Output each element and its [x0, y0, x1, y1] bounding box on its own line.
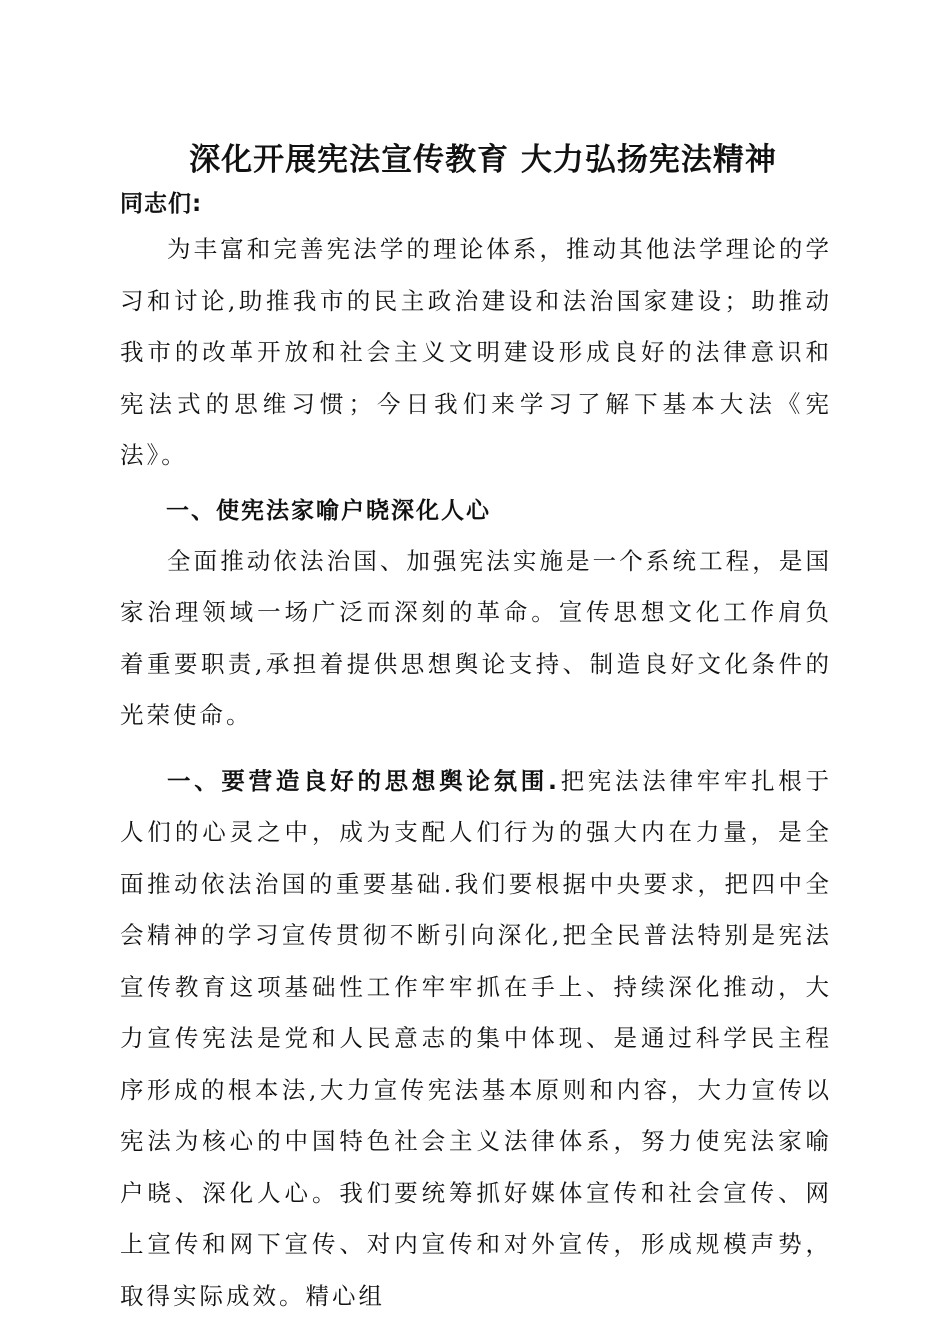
section-paragraph: 全面推动依法治国、加强宪法实施是一个系统工程，是国家治理领域一场广泛而深刻的革命。宣传思想文化工作肩负着重要职责,承担着提供思想舆论支持、制造良好文化条件的光荣使命。 — [120, 546, 832, 729]
section-heading: 一、使宪法家喻户晓深化人心 — [166, 497, 491, 524]
point-lead: 一、要营造良好的思想舆论氛围. — [167, 766, 560, 795]
document-body — [120, 136, 832, 1322]
salutation: 同志们: — [120, 191, 203, 217]
intro-paragraph: 为丰富和完善宪法学的理论体系，推动其他法学理论的学习和讨论,助推我市的民主政治建设和法治国家建设；助推动我市的改革开放和社会主义文明建设形成良好的法律意识和宪法式的思维习惯；今日我们来学习了解下基本大法《宪法》。 — [120, 235, 832, 469]
document-title: 深化开展宪法宣传教育 大力弘扬宪法精神 — [189, 142, 777, 178]
point-body: 把宪法法律牢牢扎根于人们的心灵之中，成为支配人们行为的强大内在力量，是全面推动依法治国的重要基础.我们要根据中央要求，把四中全会精神的学习宣传贯彻不断引向深化,把全民普法特别是宪法宣传教育这项基础性工作牢牢抓在手上、持续深化推动，大力宣传宪法是党和人民意志的集中体现、是通过科学民主程序形成的根本法,大力宣传宪法基本原则和内容，大力宣传以宪法为核心的中国特色社会主义法律体系，努力使宪法家喻户晓、深化人心。我们要统筹抓好媒体宣传和社会宣传、网上宣传和网下宣传、对内宣传和对外宣传，形成规模声势，取得实际成效。精心组 — [120, 766, 832, 1310]
point-paragraph — [120, 756, 832, 1323]
